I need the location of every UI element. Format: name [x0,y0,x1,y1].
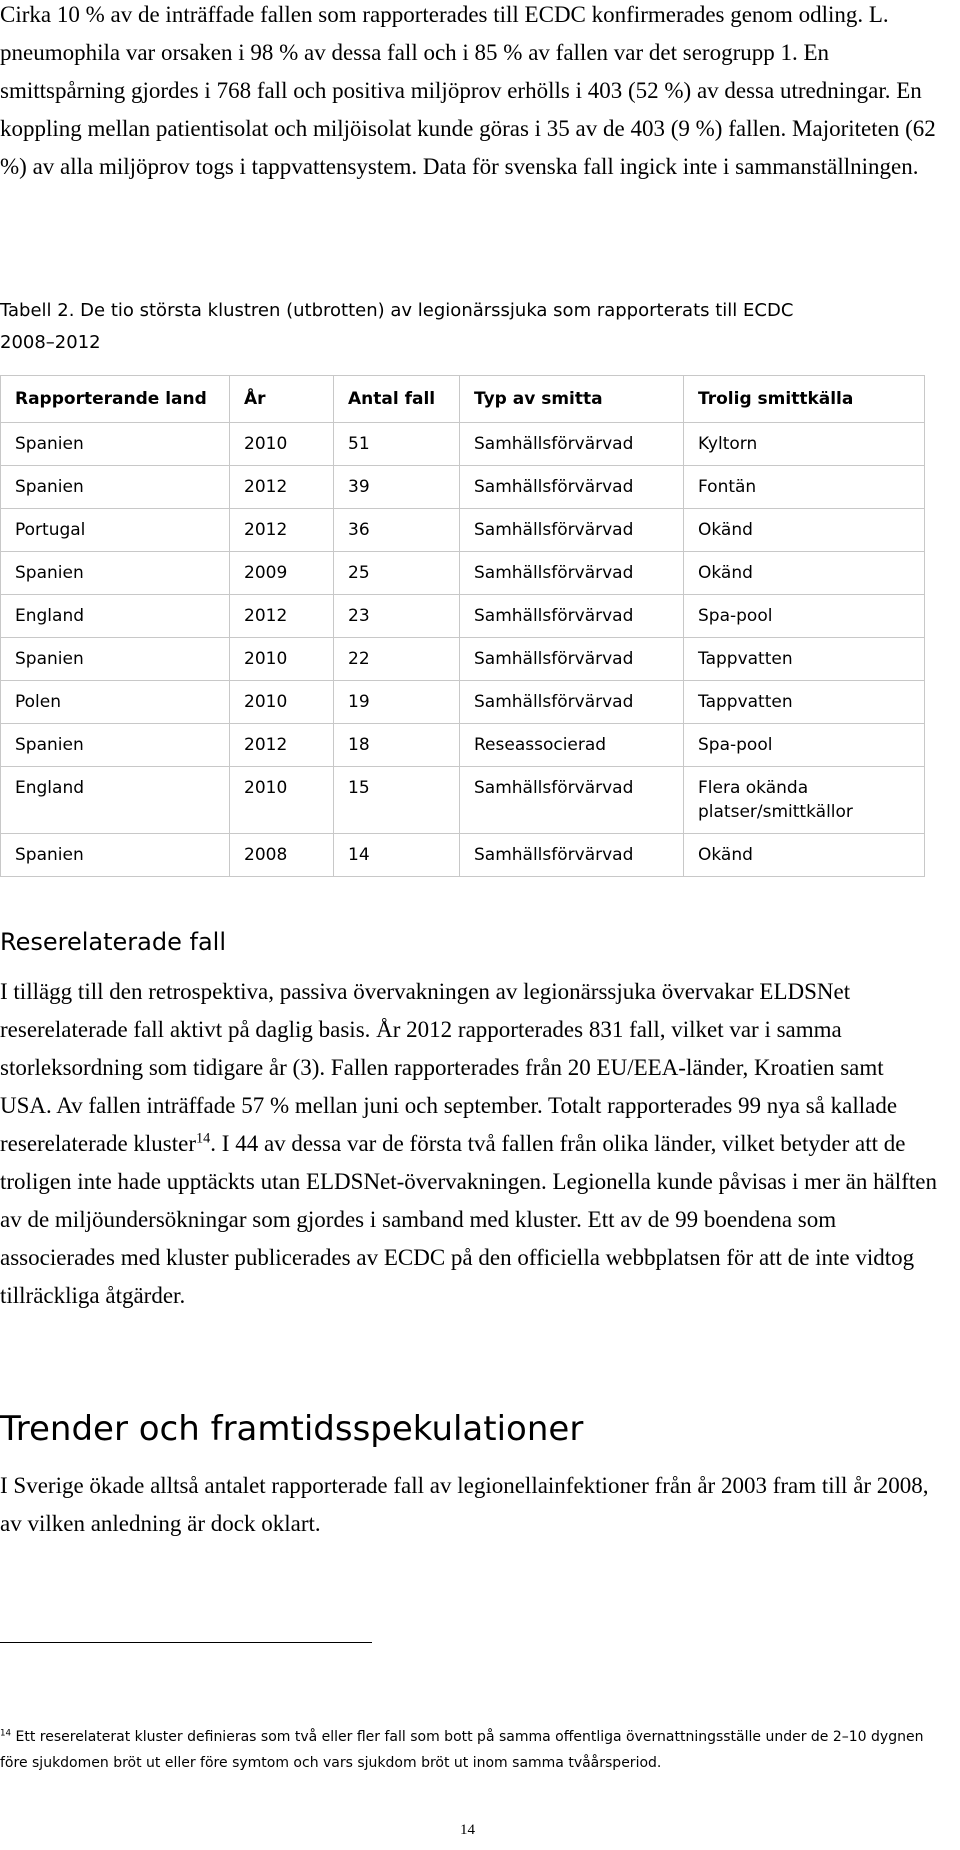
cell-likely-source: Fontän [684,466,925,509]
table-row [1,724,925,767]
footnote-marker: 14 [0,1728,12,1739]
cell-country: Portugal [1,509,230,552]
cell-country: Spanien [1,423,230,466]
cell-likely-source: Okänd [684,552,925,595]
cell-case-count: 22 [334,638,460,681]
travel-section-heading: Reserelaterade fall [0,928,226,956]
travel-paragraph [0,973,940,1315]
clusters-table [0,375,925,877]
header-country: Rapporterande land [1,376,230,423]
cell-likely-source: Okänd [684,509,925,552]
table-row [1,509,925,552]
cell-likely-source: Kyltorn [684,423,925,466]
cell-likely-source: Tappvatten [684,681,925,724]
header-likely-source: Trolig smittkälla [684,376,925,423]
cell-country: Spanien [1,466,230,509]
cell-infection-type: Samhällsförvärvad [460,638,684,681]
cell-infection-type: Samhällsförvärvad [460,595,684,638]
cell-case-count: 15 [334,767,460,834]
header-case-count: Antal fall [334,376,460,423]
cell-likely-source: Tappvatten [684,638,925,681]
cell-year: 2012 [230,466,334,509]
cell-infection-type: Samhällsförvärvad [460,834,684,877]
cell-country: Spanien [1,552,230,595]
trends-paragraph: I Sverige ökade alltså antalet rapporterade fall av legionellainfektioner från år 2003 fram till år 2008, av vilken anledning är dock oklart. [0,1473,929,1536]
table-row [1,595,925,638]
table-header-row [1,376,925,423]
header-infection-type: Typ av smitta [460,376,684,423]
table-row [1,552,925,595]
header-year: År [230,376,334,423]
table-row [1,466,925,509]
cell-infection-type: Reseassocierad [460,724,684,767]
cell-case-count: 51 [334,423,460,466]
cell-year: 2010 [230,423,334,466]
cell-case-count: 25 [334,552,460,595]
table-caption-line2: 2008–2012 [0,332,101,353]
cell-case-count: 19 [334,681,460,724]
cell-year: 2010 [230,638,334,681]
cell-year: 2008 [230,834,334,877]
table-row [1,767,925,834]
cell-infection-type: Samhällsförvärvad [460,767,684,834]
cell-case-count: 36 [334,509,460,552]
cell-likely-source: Spa-pool [684,724,925,767]
cell-infection-type: Samhällsförvärvad [460,466,684,509]
cell-infection-type: Samhällsförvärvad [460,552,684,595]
cell-year: 2012 [230,509,334,552]
table-row [1,834,925,877]
table-caption-line1: Tabell 2. De tio största klustren (utbrotten) av legionärssjuka som rapporterats till ECDC [0,300,794,321]
cell-country: Spanien [1,724,230,767]
page-number: 14 [460,1822,475,1838]
cell-case-count: 23 [334,595,460,638]
trends-section-heading: Trender och framtidsspekulationer [0,1409,584,1449]
table-row [1,681,925,724]
cell-year: 2010 [230,681,334,724]
cell-country: England [1,767,230,834]
cell-infection-type: Samhällsförvärvad [460,423,684,466]
cell-likely-source: Spa-pool [684,595,925,638]
table-row [1,638,925,681]
cell-year: 2010 [230,767,334,834]
cell-case-count: 14 [334,834,460,877]
table-row [1,423,925,466]
cell-year: 2009 [230,552,334,595]
travel-paragraph-part1: I tillägg till den retrospektiva, passiva övervakningen av legionärssjuka övervakar ELDSNet reserelaterade fall aktivt på daglig basis. År 2012 rapporterades 831 fall, vilket var i samma storleksordning som tidigare år (3). Fallen rapporterades från 20 EU/EEA-länder, Kroatien samt USA. Av fallen inträffade 57 % mellan juni och september. Totalt rapporterades 99 nya så kallade reserelaterade kluster [0,979,898,1156]
travel-paragraph-part2: . I 44 av dessa var de första två fallen från olika länder, vilket betyder att de troligen inte hade upptäckts utan ELDSNet-övervakningen. Legionella kunde påvisas i mer än hälften av de miljöundersökningar som gjordes i samband med kluster. Ett av de 99 boendena som associerades med kluster publicerades av ECDC på den officiella webbplatsen för att de inte vidtog tillräckliga åtgärder. [0,1131,937,1308]
cell-likely-source: Okänd [684,834,925,877]
cell-year: 2012 [230,595,334,638]
cell-infection-type: Samhällsförvärvad [460,509,684,552]
footnote-divider [0,1642,372,1643]
cell-country: Spanien [1,638,230,681]
cell-case-count: 39 [334,466,460,509]
cell-infection-type: Samhällsförvärvad [460,681,684,724]
intro-paragraph: Cirka 10 % av de inträffade fallen som rapporterades till ECDC konfirmerades genom odling. L. pneumophila var orsaken i 98 % av dessa fall och i 85 % av fallen var det serogrupp 1. En smittspårning gjordes i 768 fall och positiva miljöprov erhölls i 403 (52 %) av dessa utredningar. En koppling mellan patientisolat och miljöisolat kunde göras i 35 av de 403 (9 %) fallen. Majoriteten (62 %) av alla miljöprov togs i tappvattensystem. Data för svenska fall ingick inte i sammanställningen. [0,2,936,179]
footnote-text: Ett reserelaterat kluster definieras som två eller fler fall som bott på samma offentliga övernattningsställe under de 2–10 dygnen före sjukdomen bröt ut eller före symtom och vars sjukdom bröt ut inom samma tvåårsperiod. [0,1729,924,1771]
cell-country: England [1,595,230,638]
cell-country: Spanien [1,834,230,877]
footnote [0,1724,930,1776]
cell-likely-source: Flera okända platser/smittkällor [684,767,925,834]
table-caption [0,295,940,359]
footnote-reference[interactable]: 14 [196,1130,211,1147]
cell-year: 2012 [230,724,334,767]
cell-case-count: 18 [334,724,460,767]
cell-country: Polen [1,681,230,724]
